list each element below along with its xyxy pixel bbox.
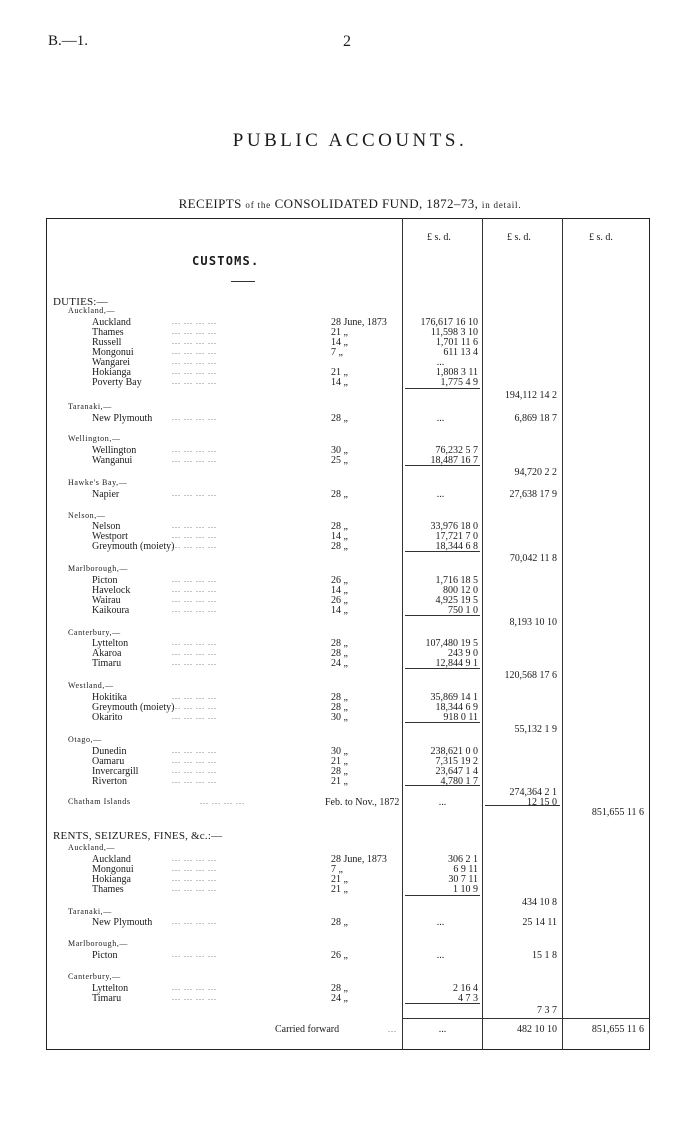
leader-dots: ... ... ... ...	[172, 327, 217, 336]
place-name: Wellington	[92, 445, 137, 456]
province-label: Taranaki,—	[68, 907, 112, 916]
place-name: Auckland	[92, 854, 131, 865]
place-name: New Plymouth	[92, 917, 153, 928]
subtotal-rule	[405, 668, 480, 669]
place-name: Napier	[92, 489, 120, 500]
subtotal-rule	[405, 615, 480, 616]
leader-dots: ... ... ... ...	[172, 317, 217, 326]
subtotal-rule	[405, 895, 480, 896]
amount-col1: 1 10 9	[453, 884, 478, 895]
date-cell: 21 „	[331, 884, 348, 895]
place-name: Greymouth (moiety)	[92, 702, 175, 713]
province-label: Marlborough,—	[68, 939, 129, 948]
amount-col1: 800 12 0	[443, 585, 478, 596]
place-name: Russell	[92, 337, 122, 348]
date-cell: 28 „	[331, 648, 348, 659]
column-divider	[562, 218, 563, 1050]
leader-dots: ... ... ... ...	[172, 756, 217, 765]
place-name: Lyttelton	[92, 638, 129, 649]
amount-col1: ...	[436, 917, 445, 928]
leader-dots: ... ... ... ...	[172, 367, 217, 376]
province-label: Otago,—	[68, 735, 102, 744]
subtitle-in-detail: in detail.	[481, 200, 522, 210]
place-name: Timaru	[92, 658, 122, 669]
document-code: B.—1.	[48, 33, 89, 49]
province-label: Auckland,—	[68, 306, 116, 315]
page-title: PUBLIC ACCOUNTS.	[232, 130, 468, 151]
date-cell: 28 „	[331, 489, 348, 500]
col-header-lsd-3: £ s. d.	[589, 232, 613, 243]
total-rule	[402, 1018, 482, 1019]
date-cell: 28 „	[331, 917, 348, 928]
date-cell: 26 „	[331, 575, 348, 586]
amount-col1: 17,721 7 0	[435, 531, 478, 542]
leader-dots: ... ... ... ...	[172, 377, 217, 386]
place-name: Riverton	[92, 776, 127, 787]
col-header-lsd-1: £ s. d.	[427, 232, 451, 243]
amount-col1: 6 9 11	[453, 864, 478, 875]
place-name: Hokitika	[92, 692, 127, 703]
amount-col1: 33,976 18 0	[430, 521, 478, 532]
total-rule	[562, 1018, 650, 1019]
amount-col1: 18,344 6 9	[435, 702, 478, 713]
place-name: Havelock	[92, 585, 131, 596]
amount-col1: ...	[438, 797, 447, 808]
carried-forward-col2: 482 10 10	[517, 1024, 557, 1035]
amount-col1: 1,775 4 9	[440, 377, 478, 388]
amount-col1: 611 13 4	[443, 347, 478, 358]
amount-col1: 1,716 18 5	[435, 575, 478, 586]
subtotal-rule	[405, 551, 480, 552]
province-label: Marlborough,—	[68, 564, 129, 573]
province-label: Hawke's Bay,—	[68, 478, 128, 487]
amount-col1: 750 1 0	[448, 605, 478, 616]
place-name: Picton	[92, 575, 118, 586]
place-name: Thames	[92, 884, 124, 895]
leader-dots: ... ... ... ...	[172, 413, 217, 422]
leader-dots: ... ... ... ...	[172, 864, 217, 873]
grand-total-amount: 851,655 11 6	[591, 807, 644, 818]
amount-col2: 12 15 0	[527, 797, 557, 808]
amount-col1: 76,232 5 7	[435, 445, 478, 456]
leader-dots: ... ... ... ...	[172, 993, 217, 1002]
date-cell: 30 „	[331, 445, 348, 456]
date-cell: 14 „	[331, 377, 348, 388]
leader-dots: ... ... ... ...	[172, 337, 217, 346]
amount-col1: 306 2 1	[448, 854, 478, 865]
place-name: Thames	[92, 327, 124, 338]
rents-label: RENTS, SEIZURES, FINES, &c.:—	[53, 830, 223, 842]
amount-col1: 238,621 0 0	[430, 746, 478, 757]
province-label: Auckland,—	[68, 843, 116, 852]
leader-dots: ... ... ... ...	[172, 521, 217, 530]
amount-col2: 27,638 17 9	[509, 489, 557, 500]
date-cell: 14 „	[331, 337, 348, 348]
date-cell: 21 „	[331, 367, 348, 378]
place-name: Picton	[92, 950, 118, 961]
carried-forward-label: Carried forward	[275, 1024, 340, 1035]
amount-col1: 12,844 9 1	[435, 658, 478, 669]
place-name: Timaru	[92, 993, 122, 1004]
duties-label: DUTIES:—	[53, 296, 108, 308]
province-label: Chatham Islands	[68, 797, 131, 806]
leader-dots: ... ... ... ...	[172, 776, 217, 785]
amount-col1: 4,925 19 5	[435, 595, 478, 606]
subtotal-rule	[405, 388, 480, 389]
leader-dots: ... ... ... ...	[172, 531, 217, 540]
place-name: Wairau	[92, 595, 121, 606]
province-label: Canterbury,—	[68, 972, 121, 981]
date-cell: 24 „	[331, 993, 348, 1004]
amount-col1: ...	[436, 489, 445, 500]
leader-dots: ... ... ... ...	[172, 746, 217, 755]
leader-dots: ... ... ... ...	[172, 585, 217, 594]
leader-dots: ... ... ... ...	[172, 575, 217, 584]
amount-col1: 7,315 19 2	[435, 756, 478, 767]
date-cell: 25 „	[331, 455, 348, 466]
amount-col1: 30 7 11	[448, 874, 478, 885]
leader-dots: ... ... ... ...	[172, 983, 217, 992]
date-cell: 14 „	[331, 605, 348, 616]
place-name: Auckland	[92, 317, 131, 328]
province-label: Wellington,—	[68, 434, 121, 443]
subtitle-of-the: of the	[245, 200, 271, 210]
customs-heading: CUSTOMS.	[192, 254, 260, 268]
date-cell: 7 „	[331, 347, 343, 358]
date-cell: 28 June, 1873	[331, 854, 387, 865]
date-cell: 21 „	[331, 327, 348, 338]
amount-col2: 25 14 11	[522, 917, 557, 928]
subtotal-amount: 7 3 7	[537, 1005, 557, 1016]
amount-col1: ...	[436, 413, 445, 424]
leader-dots: ... ... ... ...	[172, 658, 217, 667]
amount-col1: 18,487 16 7	[430, 455, 478, 466]
amount-col1: 107,480 19 5	[425, 638, 478, 649]
place-name: Akaroa	[92, 648, 122, 659]
date-cell: 28 „	[331, 638, 348, 649]
page-subtitle	[0, 196, 700, 212]
amount-col2: 15 1 8	[532, 950, 557, 961]
leader-dots: ... ... ... ...	[172, 638, 217, 647]
subtotal-amount: 120,568 17 6	[504, 670, 557, 681]
leader-dots: ... ... ... ...	[172, 357, 217, 366]
leader-dots: ... ... ... ...	[172, 874, 217, 883]
leader-dots: ... ... ... ...	[172, 854, 217, 863]
subtotal-rule	[405, 785, 480, 786]
date-cell: 26 „	[331, 595, 348, 606]
leader-dots: ... ... ... ...	[172, 950, 217, 959]
amount-col1: 243 9 0	[448, 648, 478, 659]
subtotal-rule	[405, 465, 480, 466]
date-cell: 28 „	[331, 521, 348, 532]
place-name: Wanganui	[92, 455, 133, 466]
amount-col1: 1,808 3 11	[435, 367, 478, 378]
date-cell: 28 June, 1873	[331, 317, 387, 328]
place-name: Wangarei	[92, 357, 131, 368]
place-name: Poverty Bay	[92, 377, 142, 388]
date-cell: 28 „	[331, 702, 348, 713]
date-cell: 28 „	[331, 541, 348, 552]
place-name: Invercargill	[92, 766, 139, 777]
province-label: Westland,—	[68, 681, 114, 690]
place-name: Hokianga	[92, 367, 131, 378]
subtitle-fund: CONSOLIDATED FUND, 1872–73,	[274, 196, 479, 211]
place-name: Kaikoura	[92, 605, 130, 616]
leader-dots: ... ... ... ...	[172, 692, 217, 701]
subtotal-amount: 70,042 11 8	[509, 553, 557, 564]
amount-col1: 4 7 3	[458, 993, 478, 1004]
date-cell: 7 „	[331, 864, 343, 875]
place-name: Mongonui	[92, 347, 134, 358]
leader-dots: ... ... ... ...	[172, 917, 217, 926]
date-cell: 28 „	[331, 983, 348, 994]
col-header-lsd-2: £ s. d.	[507, 232, 531, 243]
amount-col1: 1,701 11 6	[435, 337, 478, 348]
amount-col1: 918 0 11	[443, 712, 478, 723]
amount-col1: ...	[436, 357, 445, 368]
carried-forward-col3: 851,655 11 6	[591, 1024, 644, 1035]
leader-dots: ... ... ... ...	[172, 489, 217, 498]
leader-dots: ... ... ... ...	[172, 766, 217, 775]
leader-dots: ... ... ... ...	[172, 702, 217, 711]
amount-col2: 6,869 18 7	[514, 413, 557, 424]
subtotal-amount: 274,364 2 1	[509, 787, 557, 798]
leader-dots: ... ... ... ...	[172, 884, 217, 893]
leader-dots: ... ... ... ...	[172, 455, 217, 464]
province-label: Taranaki,—	[68, 402, 112, 411]
province-label: Nelson,—	[68, 511, 106, 520]
amount-col1: 23,647 1 4	[435, 766, 478, 777]
place-name: Dunedin	[92, 746, 127, 757]
leader-dots: ... ... ... ...	[172, 541, 217, 550]
province-label: Canterbury,—	[68, 628, 121, 637]
column-divider	[482, 218, 483, 1050]
subtitle-receipts: RECEIPTS	[178, 196, 242, 211]
leader-dots: ... ... ... ...	[172, 712, 217, 721]
subtotal-rule	[405, 1003, 480, 1004]
place-name: Westport	[92, 531, 128, 542]
leader-dots: ... ... ... ...	[172, 445, 217, 454]
place-name: Hokianga	[92, 874, 131, 885]
place-name: Lyttelton	[92, 983, 129, 994]
amount-col1: 4,780 1 7	[440, 776, 478, 787]
leader-dots: ... ... ... ...	[172, 605, 217, 614]
date-cell: Feb. to Nov., 1872	[325, 797, 400, 808]
amount-col1: ...	[436, 950, 445, 961]
leader-dots: ... ... ... ...	[172, 595, 217, 604]
amount-col1: 18,344 6 8	[435, 541, 478, 552]
date-cell: 14 „	[331, 531, 348, 542]
amount-col1: 176,617 16 10	[420, 317, 478, 328]
heading-rule	[231, 281, 255, 282]
subtotal-amount: 194,112 14 2	[504, 390, 557, 401]
place-name: Mongonui	[92, 864, 134, 875]
subtotal-amount: 94,720 2 2	[514, 467, 557, 478]
date-cell: 21 „	[331, 874, 348, 885]
total-rule	[485, 805, 560, 806]
place-name: Okarito	[92, 712, 123, 723]
date-cell: 30 „	[331, 712, 348, 723]
place-name: New Plymouth	[92, 413, 153, 424]
total-rule	[482, 1018, 562, 1019]
subtotal-amount: 434 10 8	[522, 897, 557, 908]
amount-col1: 11,598 3 10	[430, 327, 478, 338]
place-name: Oamaru	[92, 756, 125, 767]
leader-dots: ... ... ... ...	[172, 648, 217, 657]
date-cell: 28 „	[331, 692, 348, 703]
place-name: Nelson	[92, 521, 121, 532]
date-cell: 30 „	[331, 746, 348, 757]
leader-dots: ... ... ... ...	[172, 347, 217, 356]
subtotal-amount: 55,132 1 9	[514, 724, 557, 735]
amount-col1: 35,869 14 1	[430, 692, 478, 703]
date-cell: 14 „	[331, 585, 348, 596]
date-cell: 24 „	[331, 658, 348, 669]
carried-forward-col1: ...	[438, 1024, 447, 1035]
place-name: Greymouth (moiety)	[92, 541, 175, 552]
amount-col1: 2 16 4	[453, 983, 478, 994]
page-number: 2	[343, 33, 351, 50]
date-cell: 28 „	[331, 766, 348, 777]
subtotal-amount: 8,193 10 10	[509, 617, 557, 628]
date-cell: 26 „	[331, 950, 348, 961]
date-cell: 28 „	[331, 413, 348, 424]
leader-dots: ... ... ... ...	[200, 797, 245, 806]
leader-dots: ...	[388, 1025, 397, 1034]
date-cell: 21 „	[331, 776, 348, 787]
subtotal-rule	[405, 722, 480, 723]
date-cell: 21 „	[331, 756, 348, 767]
